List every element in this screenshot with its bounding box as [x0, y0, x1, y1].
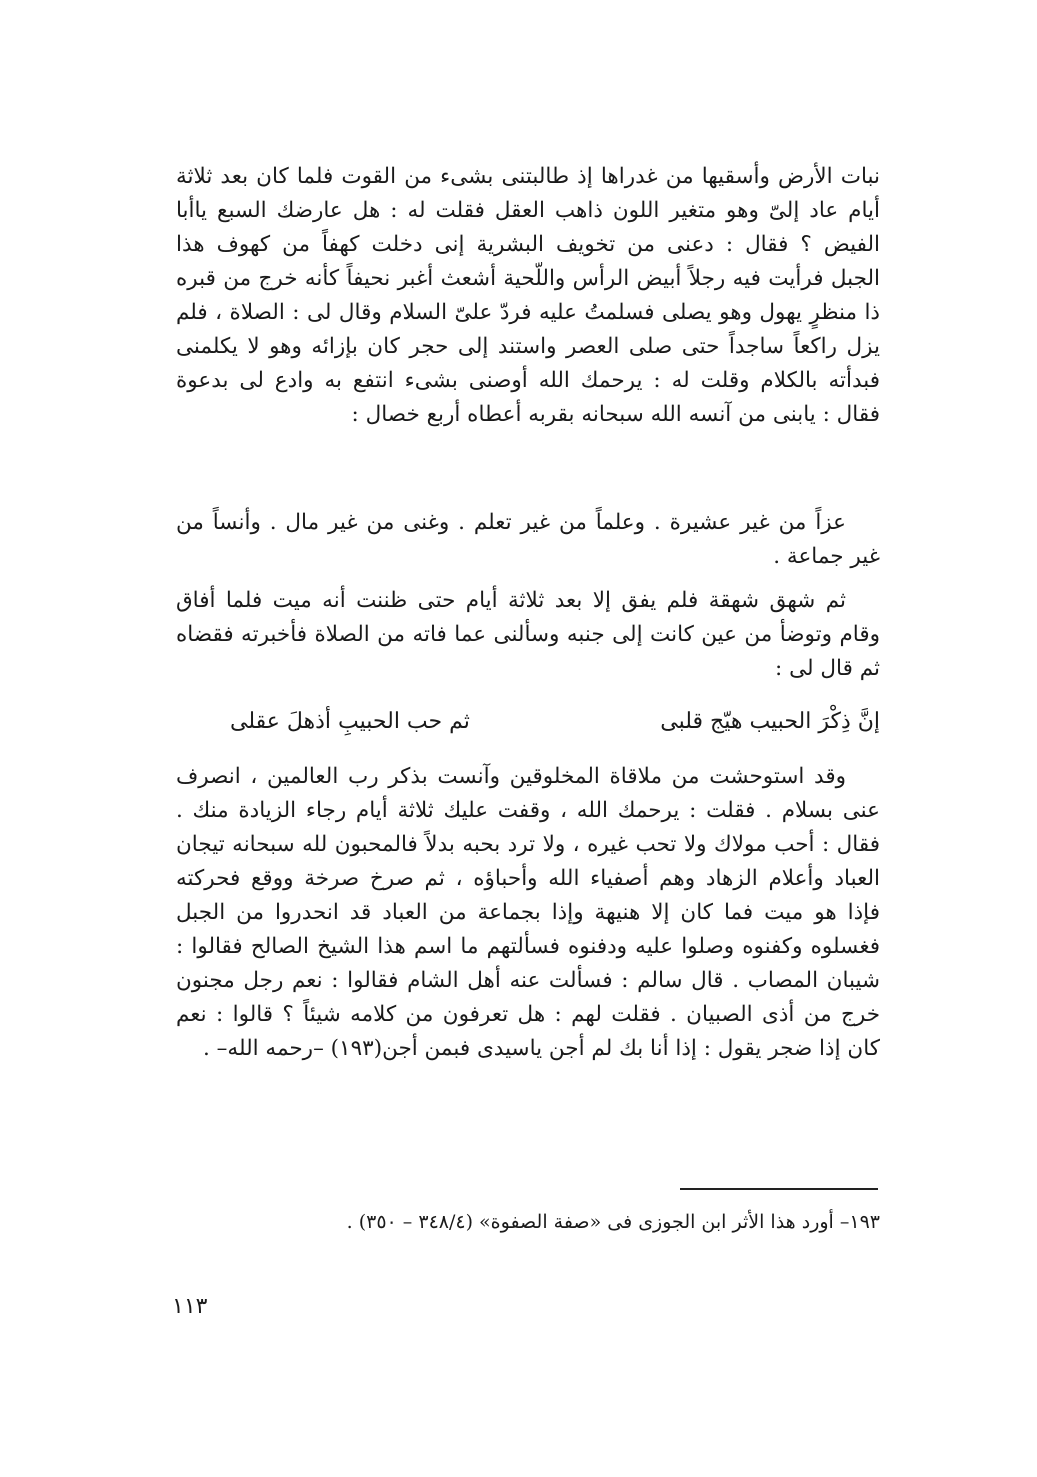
text-line: وقد استوحشت من ملاقاة المخلوقين وآنست بذكر رب العالمين ، انصرف	[176, 764, 846, 789]
text-line: فغسلوه وكفنوه وصلوا عليه ودفنوه فسألتهم ما اسم هذا الشيخ الصالح فقالوا :	[176, 934, 880, 959]
text-line: الجبل فرأيت فيه رجلاً أبيض الرأس واللّحية أشعث أغبر نحيفاً كأنه خرج من قبره	[176, 266, 880, 291]
text-line: وقام وتوضأ من عين كانت إلى جنبه وسألنى عما فاته من الصلاة فأخبرته فقضاه	[176, 622, 880, 647]
text-line: ثم قال لى :	[775, 656, 880, 681]
text-line: يزل راكعاً ساجداً حتى صلى العصر واستند إلى حجر كان بإزائه وهو لا يكلمنى	[176, 334, 880, 359]
poem-verse	[230, 702, 880, 742]
poem-first-hemistich: إنَّ ذِكْرَ الحبيب هيّج قلبى	[660, 709, 880, 734]
text-line: كان إذا ضجر يقول : إذا أنا بك لم أجن ياسيدى فبمن أجن(١٩٣) –رحمه الله– .	[203, 1036, 880, 1061]
text-line: فبدأته بالكلام وقلت له : يرحمك الله أوصنى بشىء انتفع به وادع لى بدعوة	[176, 368, 880, 393]
text-line: ذا منظرٍ يهول وهو يصلى فسلمتُ عليه فردّ علىّ السلام وقال لى : الصلاة ، فلم	[176, 300, 880, 325]
paragraph-2	[176, 506, 880, 574]
paragraph-3	[176, 584, 880, 686]
text-line: خرج من أذى الصبيان . فقلت لهم : هل تعرفون من كلامه شيئاً ؟ قالوا : نعم	[176, 1002, 880, 1027]
text-line: فإذا هو ميت فما كان إلا هنيهة وإذا بجماعة من العباد قد انحدروا من الجبل	[176, 900, 880, 925]
text-line: عنى بسلام . فقلت : يرحمك الله ، وقفت عليك ثلاثة أيام رجاء الزيادة منك .	[176, 798, 880, 823]
footnote-divider	[680, 1188, 878, 1190]
text-line: فقال : يابنى من آنسه الله سبحانه بقربه أعطاه أربع خصال :	[351, 402, 880, 427]
text-line: فقال : أحب مولاك ولا تحب غيره ، ولا ترد بحبه بدلاً فالمحبون لله سبحانه تيجان	[176, 832, 880, 857]
text-line: شيبان المصاب . قال سالم : فسألت عنه أهل الشام فقالوا : نعم رجل مجنون	[176, 968, 880, 993]
text-line: أيام عاد إلىّ وهو متغير اللون ذاهب العقل فقلت له : هل عارضك السبع ياأبا	[176, 198, 880, 223]
footnote: ١٩٣– أورد هذا الأثر ابن الجوزى فى «صفة الصفوة» (٣٤٨/٤ – ٣٥٠) .	[346, 1211, 880, 1233]
text-line: نبات الأرض وأسقيها من غدراها إذ طالبتنى بشىء من القوت فلما كان بعد ثلاثة	[176, 164, 880, 189]
text-line: العباد وأعلام الزهاد وهم أصفياء الله وأحباؤه ، ثم صرخ صرخة ووقع فحركته	[176, 866, 880, 891]
text-line: الفيض ؟ فقال : دعنى من تخويف البشرية إنى دخلت كهفاً من كهوف هذا	[176, 232, 880, 257]
paragraph-4	[176, 760, 880, 1066]
text-line: غير جماعة .	[773, 544, 880, 569]
text-line: عزاً من غير عشيرة . وعلماً من غير تعلم . وغنى من غير مال . وأنساً من	[176, 510, 846, 535]
paragraph-1	[176, 160, 880, 432]
poem-second-hemistich: ثم حب الحبيبِ أذهلَ عقلى	[230, 709, 470, 734]
text-line: ثم شهق شهقة فلم يفق إلا بعد ثلاثة أيام حتى ظننت أنه ميت فلما أفاق	[176, 588, 846, 613]
page-number: ١١٣	[172, 1294, 208, 1319]
